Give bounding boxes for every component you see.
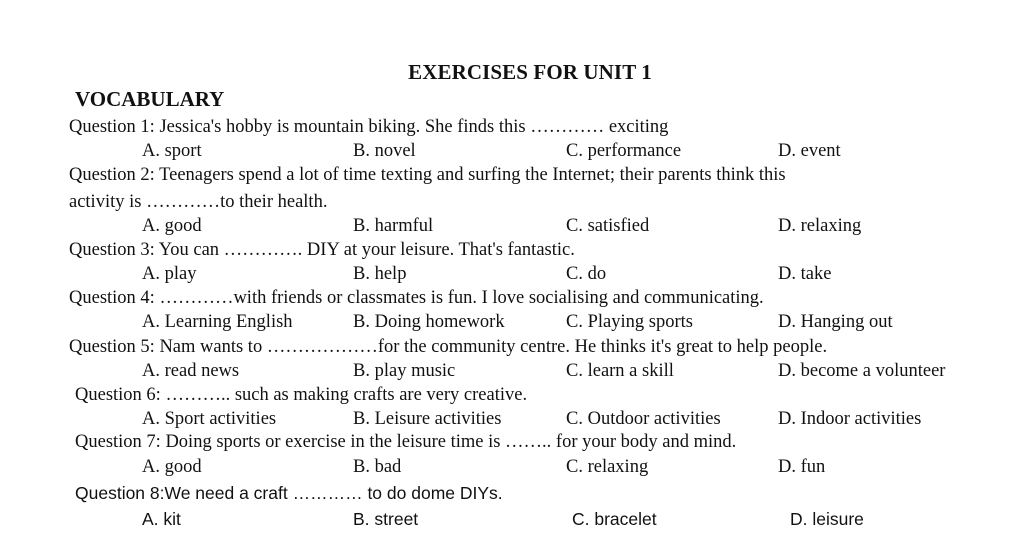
question-7-option-d: D. fun [778,457,826,477]
question-1-option-c: C. performance [566,141,682,161]
page-title: EXERCISES FOR UNIT 1 [408,60,652,84]
question-6-option-d: D. Indoor activities [778,409,922,429]
question-4-option-b: B. Doing homework [353,312,505,332]
question-2-option-b: B. harmful [353,216,434,236]
question-3-option-c: C. do [566,264,607,284]
question-5-option-d: D. become a volunteer [778,361,946,381]
question-6-text: Question 6: ……….. such as making crafts are very creative. [75,385,528,405]
question-3-option-b: B. help [353,264,407,284]
question-3-text: Question 3: You can …………. DIY at your leisure. That's fantastic. [69,240,575,260]
question-4-text: Question 4: …………with friends or classmates is fun. I love socialising and communicating. [69,288,764,308]
question-4-option-a: A. Learning English [142,312,293,332]
question-5-option-c: C. learn a skill [566,361,674,381]
question-1-option-a: A. sport [142,141,202,161]
question-1-text: Question 1: Jessica's hobby is mountain biking. She finds this ………… exciting [69,117,669,137]
question-4-option-d: D. Hanging out [778,312,893,332]
question-5-text: Question 5: Nam wants to ………………for the community centre. He thinks it's great to help people. [69,337,828,357]
question-6-option-b: B. Leisure activities [353,409,502,429]
question-7-text: Question 7: Doing sports or exercise in the leisure time is …….. for your body and mind. [75,432,737,452]
question-6-option-a: A. Sport activities [142,409,277,429]
question-3-option-d: D. take [778,264,832,284]
question-2-text-continued: activity is …………to their health. [69,192,328,212]
section-heading: VOCABULARY [75,87,225,111]
question-7-option-c: C. relaxing [566,457,649,477]
question-1-option-b: B. novel [353,141,416,161]
question-7-option-a: A. good [142,457,202,477]
question-8-option-c: C. bracelet [572,509,657,529]
question-8-option-d: D. leisure [790,509,864,529]
question-5-option-a: A. read news [142,361,240,381]
question-6-option-c: C. Outdoor activities [566,409,721,429]
question-2-option-c: C. satisfied [566,216,650,236]
question-7-option-b: B. bad [353,457,402,477]
question-8-text: Question 8:We need a craft ………… to do dome DIYs. [75,483,503,503]
question-2-option-d: D. relaxing [778,216,862,236]
question-2-option-a: A. good [142,216,202,236]
question-3-option-a: A. play [142,264,197,284]
question-2-text: Question 2: Teenagers spend a lot of time texting and surfing the Internet; their parents think this [69,165,786,185]
question-4-option-c: C. Playing sports [566,312,693,332]
question-8-option-b: B. street [353,509,419,529]
question-5-option-b: B. play music [353,361,456,381]
question-1-option-d: D. event [778,141,841,161]
question-8-option-a: A. kit [142,509,181,529]
